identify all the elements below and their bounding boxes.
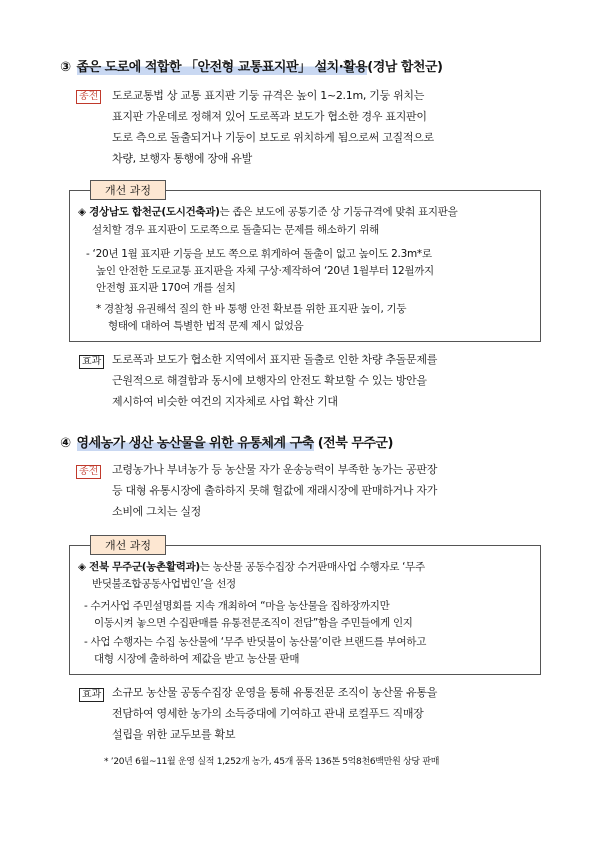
process-lead-rest: 는 농산물 공동수집장 수거판매사업 수행자로 ‘무주 [199,561,425,573]
section-3-process-tab: 개선 과정 [90,180,166,200]
text-line: 표지판 가운데로 정해져 있어 도로폭과 보도가 협소한 경우 표지판이 [112,110,427,123]
process-lead-rest: 는 좁은 보도에 공통기준 상 기둥규격에 맞춰 표지판을 [219,206,458,218]
section-3-current-paragraph [112,85,542,169]
section-4-process-tab: 개선 과정 [90,535,166,555]
section-3-region: (경남 합천군) [367,60,443,75]
text-line: 근원적으로 해결함과 동시에 보행자의 안전도 확보할 수 있는 방안을 [112,374,427,387]
section-3-effect-tag: 효과 [79,355,104,369]
section-3-heading: 좁은 도로에 적합한 「안전형 교통표지판」 설치·활용 [76,60,368,75]
section-4-region: (전북 무주군) [317,436,393,451]
section-4-title [60,432,393,451]
process-dash-item: - 수거사업 주민설명회를 지속 개최하여 “마을 농산물을 집하장까지만 [84,600,390,612]
text-line: 도로폭과 보도가 협소한 지역에서 표지판 돌출로 인한 차량 추돌문제를 [112,353,438,366]
section-3-title [60,56,442,75]
text-line: 소규모 농산물 공동수집장 운영을 통해 유통전문 조직이 농산물 유통을 [112,686,438,699]
text-line: 고령농가나 부녀농가 등 농산물 자가 운송능력이 부족한 농가는 공판장 [112,463,438,476]
section-4-heading: 영세농가 생산 농산물을 위한 유통체계 구축 [76,436,314,451]
section-4-effect-paragraph [112,682,542,745]
section-3-number: ③ [60,60,71,75]
text-line: 등 대형 유통시장에 출하하지 못해 헐값에 재래시장에 판매하거나 자가 [112,484,438,497]
process-lead-bold: ◈ 전북 무주군(농촌활력과) [78,561,200,573]
section-4-process-lead [78,559,425,576]
text-line: 제시하여 비슷한 여건의 지자체로 사업 확산 기대 [112,395,338,408]
process-line: 반딧불조합공동사업법인’을 선정 [92,578,236,590]
text-line: 도로 측으로 돌출되거나 기둥이 보도로 위치하게 됨으로써 고질적으로 [112,131,434,144]
process-note: * 경찰청 유권해석 질의 한 바 통행 안전 확보를 위한 표지판 높이, 기둥 [96,303,407,315]
process-line: 설치할 경우 표지판이 도로쪽으로 돌출되는 문제를 해소하기 위해 [92,224,380,236]
text-line: 도로교통법 상 교통 표지판 기둥 규격은 높이 1~2.1m, 기둥 위치는 [112,89,425,102]
process-line: 안전형 표지판 170여 개를 설치 [96,282,236,294]
section-4-current-paragraph [112,459,542,522]
process-line: 대형 시장에 출하하여 제값을 받고 농산물 판매 [94,653,300,665]
text-line: 소비에 그치는 실정 [112,505,202,518]
section-4-footnote: * ’20년 6월~11월 운영 실적 1,252개 농가, 45개 품목 136톤 5억8천6백만원 상당 판매 [104,757,440,767]
section-3-process-lead [78,204,457,221]
section-4-number: ④ [60,436,71,451]
text-line: 차량, 보행자 통행에 장애 유발 [112,152,252,165]
section-4-current-tag: 종전 [76,465,101,479]
process-line: 높인 안전한 도로교통 표지판을 자체 구상·제작하여 ‘20년 1월부터 12월까지 [96,265,434,277]
process-line: 이동시켜 놓으면 수집판매를 유통전문조직이 전담”함을 주민들에게 인지 [94,617,413,629]
text-line: 설립을 위한 교두보를 확보 [112,728,236,741]
section-3-effect-paragraph [112,349,542,412]
process-dash-item: - 사업 수행자는 수집 농산물에 ‘무주 반딧불이 농산물’이란 브랜드를 부여하고 [84,636,427,648]
process-lead-bold: ◈ 경상남도 합천군(도시건축과) [78,206,220,218]
section-3-current-tag: 종전 [76,90,101,104]
text-line: 전담하여 영세한 농가의 소득증대에 기여하고 관내 로컬푸드 직매장 [112,707,424,720]
section-4-effect-tag: 효과 [79,688,104,702]
process-note: 형태에 대하여 특별한 법적 문제 제시 없었음 [108,320,304,332]
process-dash-item: - ‘20년 1월 표지판 기둥을 보도 쪽으로 휘게하여 돌출이 없고 높이도 2.3m*로 [86,248,432,260]
